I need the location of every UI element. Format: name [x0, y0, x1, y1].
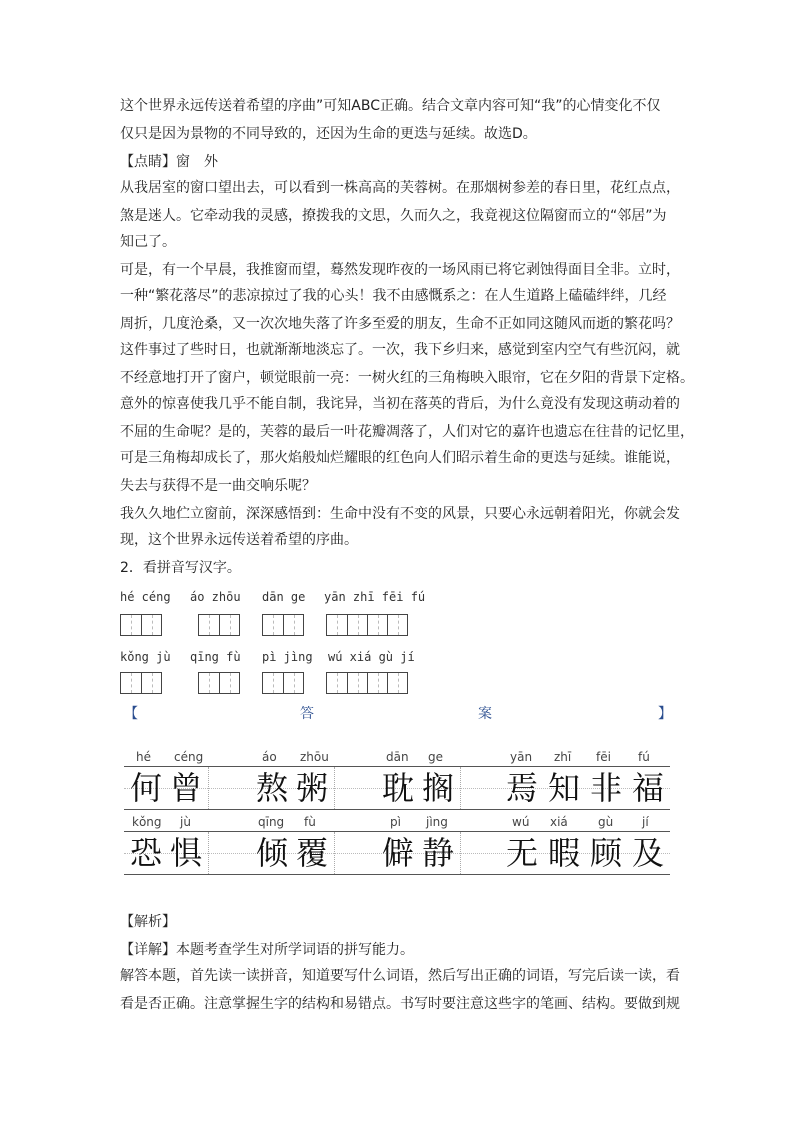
answer-pinyin: céng — [174, 750, 204, 764]
answer-char: 及 — [631, 834, 664, 872]
answer-char: 僻 — [381, 834, 414, 872]
pinyin-label: kǒng jù — [120, 650, 171, 664]
pinyin-label: áo zhōu — [190, 590, 241, 604]
analysis-line: 看是否正确。注意掌握生字的结构和易错点。书写时要注意这些字的笔画、结构。要做到规 — [120, 996, 680, 1012]
answer-pinyin: ge — [428, 750, 443, 764]
answer-pinyin: jìng — [426, 815, 448, 829]
answer-pinyin-row — [126, 815, 670, 831]
answer-pinyin: yān — [510, 750, 533, 764]
answer-pinyin: hé — [136, 750, 151, 764]
answer-char-row — [124, 831, 670, 875]
answer-bracket-right: 】 — [658, 706, 672, 722]
answer-char: 知 — [547, 769, 580, 807]
answer-pinyin: fēi — [596, 750, 611, 764]
answer-pinyin: fù — [304, 815, 316, 829]
answer-char: 顾 — [589, 834, 622, 872]
text-line: 我久久地伫立窗前，深深感悟到：生命中没有不变的风景，只要心永远朝着阳光，你就会发 — [120, 506, 680, 522]
writing-box[interactable] — [120, 672, 162, 694]
pinyin-label: yān zhī fēi fú — [324, 590, 426, 604]
writing-box[interactable] — [262, 672, 304, 694]
section-heading: 【点睛】窗 外 — [120, 154, 218, 170]
answer-word: 答 — [300, 706, 314, 722]
answer-header — [120, 703, 676, 723]
answer-pinyin-row — [126, 750, 670, 766]
pinyin-label: qīng fù — [190, 650, 241, 664]
writing-box[interactable] — [262, 614, 304, 636]
answer-char: 何 — [129, 769, 162, 807]
pinyin-label: hé céng — [120, 590, 171, 604]
answer-pinyin: zhōu — [300, 750, 329, 764]
analysis-line: 【详解】本题考查学生对所学词语的拼写能力。 — [120, 942, 414, 958]
text-line: 不屈的生命呢？是的，芙蓉的最后一叶花瓣凋落了，人们对它的嘉许也遗忘在往昔的记忆里， — [120, 424, 694, 440]
text-line: 不经意地打开了窗户，顿觉眼前一亮：一树火红的三角梅映入眼帘，它在夕阳的背景下定格。 — [120, 370, 694, 386]
writing-box[interactable] — [198, 614, 240, 636]
answer-char: 曾 — [169, 769, 202, 807]
text-line: 一种“繁花落尽”的悲凉掠过了我的心头！我不由感慨系之：在人生道路上磕磕绊绊，几经 — [120, 288, 667, 304]
answer-pinyin: jí — [642, 815, 649, 829]
answer-pinyin: wú — [512, 815, 530, 829]
answer-char: 福 — [631, 769, 664, 807]
answer-pinyin: jù — [180, 815, 191, 829]
answer-pinyin: pì — [390, 815, 401, 829]
text-line: 可是，有一个早晨，我推窗而望，蓦然发现昨夜的一场风雨已将它剥蚀得面目全非。立时， — [120, 262, 680, 278]
answer-word: 案 — [478, 706, 492, 722]
answer-char: 静 — [421, 834, 454, 872]
answer-char: 耽 — [381, 769, 414, 807]
answer-char: 焉 — [505, 769, 538, 807]
answer-pinyin: xiá — [550, 815, 568, 829]
writing-box[interactable] — [198, 672, 240, 694]
question-title: 2．看拼音写汉字。 — [120, 560, 241, 576]
answer-char: 粥 — [295, 769, 328, 807]
answer-char-row — [124, 766, 670, 810]
writing-box[interactable] — [326, 672, 408, 694]
answer-char: 倾 — [255, 834, 288, 872]
answer-char: 无 — [505, 834, 538, 872]
answer-pinyin: qīng — [258, 815, 285, 829]
pinyin-label: dān ge — [262, 590, 306, 604]
text-line: 知己了。 — [120, 234, 176, 250]
answer-bracket-left: 【 — [124, 706, 138, 722]
text-line: 仅只是因为景物的不同导致的，还因为生命的更迭与延续。故选D。 — [120, 126, 537, 142]
answer-char: 搁 — [421, 769, 454, 807]
answer-pinyin: zhī — [554, 750, 572, 764]
text-line: 意外的惊喜使我几乎不能自制，我诧异，当初在落英的背后，为什么竟没有发现这萌动着的 — [120, 396, 680, 412]
text-line: 从我居室的窗口望出去，可以看到一株高高的芙蓉树。在那烟树参差的春日里，花红点点， — [120, 180, 680, 196]
text-line: 可是三角梅却成长了，那火焰般灿烂耀眼的红色向人们昭示着生命的更迭与延续。谁能说， — [120, 450, 680, 466]
answer-char: 恐 — [129, 834, 162, 872]
text-line: 失去与获得不是一曲交响乐呢？ — [120, 478, 316, 494]
pinyin-label: wú xiá gù jí — [328, 650, 415, 664]
analysis-heading: 【解析】 — [120, 914, 176, 930]
text-line: 现，这个世界永远传送着希望的序曲。 — [120, 532, 358, 548]
text-line: 煞是迷人。它牵动我的灵感，撩拨我的文思，久而久之，我竟视这位隔窗而立的“邻居”为 — [120, 208, 667, 224]
answer-pinyin: áo — [262, 750, 277, 764]
answer-char: 惧 — [169, 834, 202, 872]
text-line: 这个世界永远传送着希望的序曲”可知ABC正确。结合文章内容可知“我”的心情变化不仅 — [120, 98, 661, 114]
text-line: 周折，几度沧桑，又一次次地失落了许多至爱的朋友，生命不正如同这随风而逝的繁花吗？ — [120, 316, 680, 332]
answer-char: 暇 — [547, 834, 580, 872]
pinyin-label: pì jìng — [262, 650, 313, 664]
text-line: 这件事过了些时日，也就渐渐地淡忘了。一次，我下乡归来，感觉到室内空气有些沉闷，就 — [120, 342, 680, 358]
answer-char: 覆 — [295, 834, 328, 872]
analysis-line: 解答本题，首先读一读拼音，知道要写什么词语，然后写出正确的词语，写完后读一读，看 — [120, 968, 680, 984]
writing-box[interactable] — [120, 614, 162, 636]
answer-char: 熬 — [255, 769, 288, 807]
answer-char: 非 — [589, 769, 622, 807]
answer-pinyin: dān — [386, 750, 409, 764]
answer-pinyin: kǒng — [132, 815, 162, 829]
answer-pinyin: fú — [638, 750, 650, 764]
writing-box[interactable] — [326, 614, 408, 636]
answer-pinyin: gù — [598, 815, 614, 829]
